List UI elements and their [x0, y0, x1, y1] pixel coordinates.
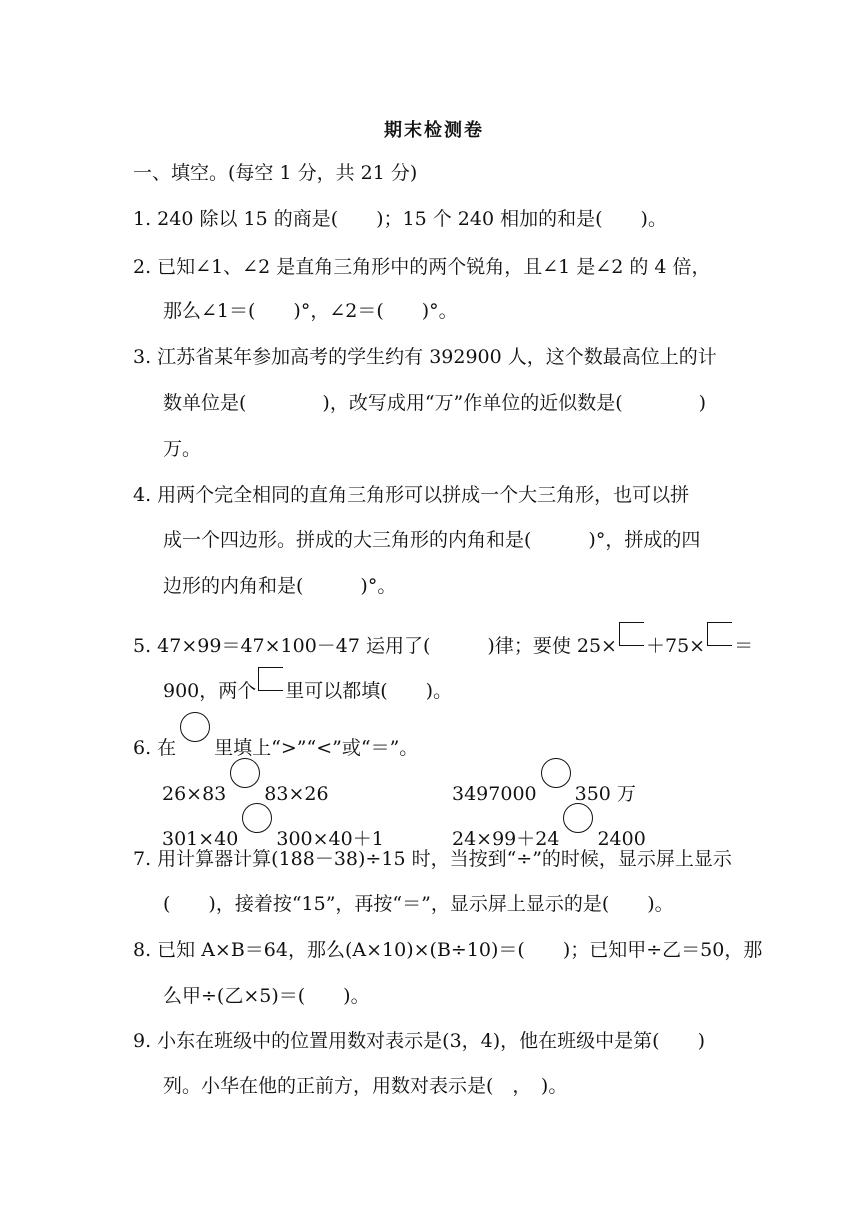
- question-9-line-1: 9. 小东在班级中的位置用数对表示是(3，4)，他在班级中是第( ): [133, 1030, 705, 1052]
- question-3-line-1: 3. 江苏省某年参加高考的学生约有 392900 人，这个数最高位上的计: [133, 346, 717, 368]
- question-4-line-3: 边形的内角和是( )°。: [163, 575, 397, 597]
- comparison-circle: [180, 712, 210, 742]
- question-8-line-1: 8. 已知 A×B＝64，那么(A×10)×(B÷10)＝( )；已知甲÷乙＝50，那: [133, 939, 763, 961]
- answer-box: [258, 667, 283, 691]
- comparison-left: 26×83: [162, 783, 227, 805]
- question-9-line-2: 列。小华在他的正前方，用数对表示是( ， )。: [163, 1075, 568, 1097]
- comparison-item-4: [452, 803, 646, 852]
- question-1: 1. 240 除以 15 的商是( )；15 个 240 相加的和是( )。: [133, 208, 667, 230]
- comparison-item-1: [162, 758, 329, 807]
- question-4-line-1: 4. 用两个完全相同的直角三角形可以拼成一个大三角形，也可以拼: [133, 484, 690, 506]
- comparison-circle: [230, 758, 260, 788]
- comparison-right: 300×40＋1: [276, 828, 384, 850]
- question-5-line-1: [133, 622, 753, 659]
- question-5-text-a: 5. 47×99＝47×100－47 运用了( )律；要使 25×: [133, 635, 617, 657]
- comparison-circle: [563, 803, 593, 833]
- comparison-circle: [541, 758, 571, 788]
- comparison-right: 83×26: [264, 783, 329, 805]
- question-8-line-2: 么甲÷(乙×5)＝( )。: [163, 985, 370, 1007]
- question-5-text-e: 里可以都填( )。: [285, 680, 453, 702]
- comparison-item-3: [162, 803, 384, 852]
- question-7-line-1: 7. 用计算器计算(188－38)÷15 时，当按到“÷”的时候，显示屏上显示: [133, 848, 732, 870]
- question-2-line-1: 2. 已知∠1、∠2 是直角三角形中的两个锐角，且∠1 是∠2 的 4 倍，: [133, 256, 711, 278]
- question-3-line-2: 数单位是( )，改写成用“万”作单位的近似数是( ): [163, 392, 707, 414]
- section-heading: 一、填空。(每空 1 分，共 21 分): [133, 162, 418, 184]
- question-5-line-2: [163, 667, 452, 704]
- comparison-item-2: [452, 758, 636, 807]
- comparison-left: 3497000: [452, 783, 537, 805]
- comparison-right: 2400: [597, 828, 646, 850]
- question-4-line-2: 成一个四边形。拼成的大三角形的内角和是( )°，拼成的四: [163, 529, 701, 551]
- question-5-text-c: ＝: [734, 635, 754, 657]
- answer-box: [619, 622, 644, 646]
- question-5-text-b: ＋75×: [645, 635, 706, 657]
- question-6-text-b: 里填上“>”“<”或“＝”。: [214, 737, 419, 759]
- question-6-text-a: 6. 在: [133, 737, 177, 759]
- answer-box: [707, 622, 732, 646]
- question-6-intro: [133, 712, 418, 761]
- question-2-line-2: 那么∠1＝( )°，∠2＝( )°。: [163, 300, 458, 322]
- comparison-left: 24×99＋24: [452, 828, 560, 850]
- comparison-left: 301×40: [162, 828, 239, 850]
- page-title: 期末检测卷: [384, 120, 484, 141]
- comparison-circle: [242, 803, 272, 833]
- comparison-right: 350 万: [574, 783, 636, 805]
- question-3-line-3: 万。: [163, 438, 202, 460]
- question-7-line-2: ( )，接着按“15”，再按“＝”，显示屏上显示的是( )。: [163, 893, 674, 915]
- question-5-text-d: 900，两个: [163, 680, 257, 702]
